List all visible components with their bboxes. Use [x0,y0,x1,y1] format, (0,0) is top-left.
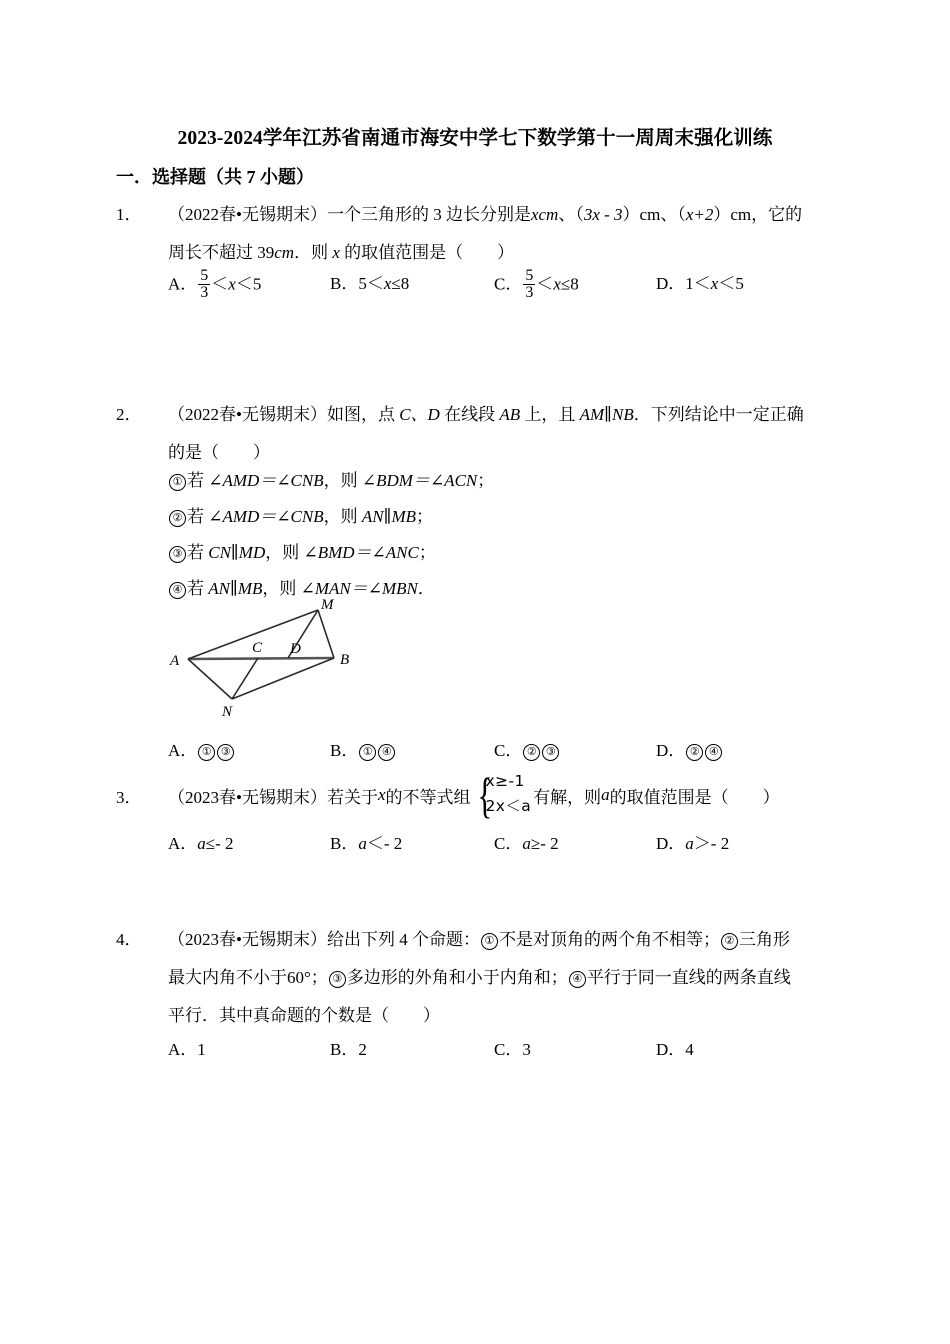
q1-option-c-rel1: ＜ [536,274,554,294]
q1-option-c-fraction: $\frac{5}{3}$ [525,267,534,302]
question-2-figure [166,596,376,726]
q1-side-1: xcm [530,205,559,224]
q1-option-d-label: D． [656,274,686,293]
inequality-row-1: x≥-1 [485,772,525,790]
q1-option-c-label: C． [494,274,523,294]
statement-2-marker: ② [169,510,186,527]
figure-label-C: C [252,640,263,656]
inequality-row-2: 2x＜a [485,797,532,815]
q4-text-a: 给出下列 4 个命题： [326,930,480,949]
q2-text-d: ．下列结论中一定正确 [633,405,804,424]
q1-option-c-rel2: ≤ [560,274,571,294]
q1-option-d-lead: 1 [685,274,694,293]
figure-label-B: B [340,652,350,668]
q1-option-d-rel2: ＜ [718,274,736,293]
question-2-text [168,396,840,472]
q1-option-a-rel2: ＜ [235,274,253,294]
statement-2-condition: ∠AMD＝∠CNB [208,507,324,526]
statement-4-conclusion: ∠MAN＝∠MBN [300,579,418,598]
q1-option-d-bound: 5 [735,274,744,293]
q3-option-d[interactable]: D．a＞- 2 [656,834,730,853]
q3-option-a[interactable]: A．a≤- 2 [168,834,234,853]
q2-option-d-mark-1: ② [686,744,703,761]
statement-1-marker: ① [169,474,186,491]
q3-variable-2: a [601,785,610,804]
q2-option-b-mark-1: ① [359,744,376,761]
question-1-text [168,196,840,272]
q2-option-c-label: C． [494,741,523,760]
q4-option-a[interactable] [168,1035,206,1065]
proposition-3-marker: ③ [329,971,346,988]
page-title: 2023-2024学年江苏省南通市海安中学七下数学第十一周周末强化训练 [177,128,773,149]
question-3 [116,766,856,824]
q1-side-2: 3x - 3 [583,205,623,224]
q2-option-b-label: B． [330,741,359,760]
q2-option-d[interactable] [656,736,723,766]
q1-option-c-bound: 8 [570,274,579,294]
q4-option-b-value: 2 [358,1040,367,1059]
q1-option-d-rel1: ＜ [693,274,711,293]
q2-option-b[interactable] [330,736,396,766]
q1-variable: x [332,243,340,262]
q2-source: （2022春•无锡期末） [168,405,327,424]
q4-option-c-value: 3 [522,1040,531,1059]
left-brace-icon: { [477,767,492,823]
q1-option-a-label: A． [168,274,198,294]
q2-option-a-mark-2: ③ [217,744,234,761]
q4-option-a-label: A． [168,1040,198,1059]
question-2-number: 2． [116,405,142,424]
q3-option-c-label: C． [494,834,523,853]
question-3-number: 3． [116,787,142,807]
q1-option-b-rel2: ≤ [391,274,401,293]
question-4-text [168,921,840,1035]
q1-line2-a: 周长不超过 39 [168,243,275,262]
q2-option-d-label: D． [656,741,686,760]
q2-option-a[interactable] [168,736,235,766]
q3-text-d: 的取值范围是（ ） [609,787,780,807]
q1-option-a-fraction: $\frac{5}{3}$ [200,267,209,302]
q1-line2-b: ．则 [294,243,333,262]
q2-line2: 的是（ ） [168,443,270,462]
q3-variable: x [377,785,386,804]
statement-2: ② 若 ∠AMD＝∠CNB，则 AN∥MB； [168,502,433,527]
q3-option-d-label: D． [656,834,686,853]
segment-AB [188,658,334,659]
q3-option-a-label: A． [168,834,198,853]
q1-option-b-var: x [383,274,392,293]
q4-option-c-label: C． [494,1040,523,1059]
statement-1-condition: ∠AMD＝∠CNB [208,471,324,490]
q3-source: （2023春•无锡期末） [168,787,327,807]
q2-option-c[interactable] [494,736,560,766]
statement-3-conclusion: ∠BMD＝∠ANC [303,543,419,562]
question-4-number: 4． [116,930,142,949]
q2-option-c-mark-2: ③ [542,744,559,761]
statement-1-conclusion: ∠BDM＝∠ACN [361,471,478,490]
q3-option-b[interactable]: B．a＜- 2 [330,834,403,853]
q1-option-a-var: x [228,274,236,294]
proposition-4-marker: ④ [569,971,586,988]
q1-option-d[interactable] [656,269,744,299]
segment-NC [232,658,258,699]
q1-line1-text: 一个三角形的 3 边长分别是 [326,205,531,224]
q1-option-b-bound: 8 [400,274,410,293]
statement-4-condition: AN∥MB [208,579,263,598]
q1-option-b-rel1: ＜ [366,274,384,293]
statement-4-marker: ④ [169,582,186,599]
q2-points: C、D [399,405,440,424]
segment-AN [188,659,232,699]
q4-option-b-label: B． [330,1040,359,1059]
q3-text-a: 若关于 [326,787,378,807]
question-3-text [116,766,856,824]
q2-option-b-mark-2: ④ [378,744,395,761]
q1-sep-1: 、（ [558,205,584,224]
segment-MB [318,610,334,658]
statement-4: ④ 若 AN∥MB，则 ∠MAN＝∠MBN． [168,574,435,599]
segment-NB [232,658,334,699]
q4-option-d-value: 4 [685,1040,694,1059]
q2-option-d-mark-2: ④ [705,744,722,761]
q1-option-b-label: B． [330,274,359,293]
q4-option-c[interactable] [494,1035,531,1065]
proposition-1: 不是对顶角的两个角不相等； [498,930,720,949]
proposition-2-part1: 三角形 [738,930,790,949]
question-1 [116,196,840,272]
q4-line3: 平行．其中真命题的个数是（ ） [168,1006,440,1025]
q1-side-3: x+2 [685,205,714,224]
q1-unit: cm [274,243,295,262]
proposition-1-marker: ① [481,933,498,950]
q4-option-a-value: 1 [197,1040,206,1059]
figure-label-N: N [222,704,233,720]
q2-option-c-mark-1: ② [523,744,540,761]
q4-line2-a: 最大内角不小于60°； [168,968,328,987]
figure-label-D: D [290,641,301,657]
q1-sep-3: ）cm，它的 [713,205,803,224]
q3-option-c[interactable]: C．a≥- 2 [494,834,559,853]
statement-1: ① 若 ∠AMD＝∠CNB，则 ∠BDM＝∠ACN； [168,466,494,491]
proposition-2-marker: ② [721,933,738,950]
q4-option-b[interactable] [330,1035,367,1065]
q2-option-a-label: A． [168,741,198,760]
q1-option-d-var: x [710,274,719,293]
q1-option-c[interactable] [494,269,579,303]
q1-option-a-bound: 5 [252,274,262,294]
question-1-number: 1． [116,205,142,224]
statement-3-condition: CN∥MD [208,543,266,562]
statement-2-conclusion: AN∥MB [361,507,416,526]
q1-option-a[interactable] [168,269,261,303]
statement-3: ③ 若 CN∥MD，则 ∠BMD＝∠ANC； [168,538,436,563]
question-4 [116,921,840,1035]
q1-option-b[interactable] [330,269,409,299]
q2-text-c: 上，且 [520,405,580,424]
proposition-4-part1: 平行于同一直线的两条直线 [586,968,791,987]
section-heading: 一．选择题（共 7 小题） [116,167,314,187]
q1-option-b-lead: 5 [358,274,367,293]
q4-source: （2023春•无锡期末） [168,930,327,949]
figure-label-M: M [321,597,334,613]
q1-option-c-var: x [553,274,561,294]
geometry-diagram [166,596,376,721]
q3-text-c: 有解，则 [533,787,602,807]
proposition-3: 多边形的外角和小于内角和； [346,968,568,987]
q3-option-b-label: B． [330,834,359,853]
statement-3-marker: ③ [169,546,186,563]
q1-source: （2022春•无锡期末） [168,205,327,224]
q2-text-a: 如图，点 [326,405,400,424]
q1-line2-c: 的取值范围是（ ） [339,243,515,262]
q4-option-d-label: D． [656,1040,686,1059]
q2-segment: AB [499,405,521,424]
inequality-system [473,769,532,821]
figure-label-A: A [170,653,180,669]
q2-text-b: 在线段 [439,405,500,424]
q2-parallel: AM∥NB [579,405,634,424]
q1-sep-2: ）cm、（ [622,205,686,224]
q3-text-b: 的不等式组 [385,787,471,807]
question-2 [116,396,840,472]
q1-option-a-rel1: ＜ [211,274,229,294]
q4-option-d[interactable] [656,1035,694,1065]
q2-option-a-mark-1: ① [198,744,215,761]
